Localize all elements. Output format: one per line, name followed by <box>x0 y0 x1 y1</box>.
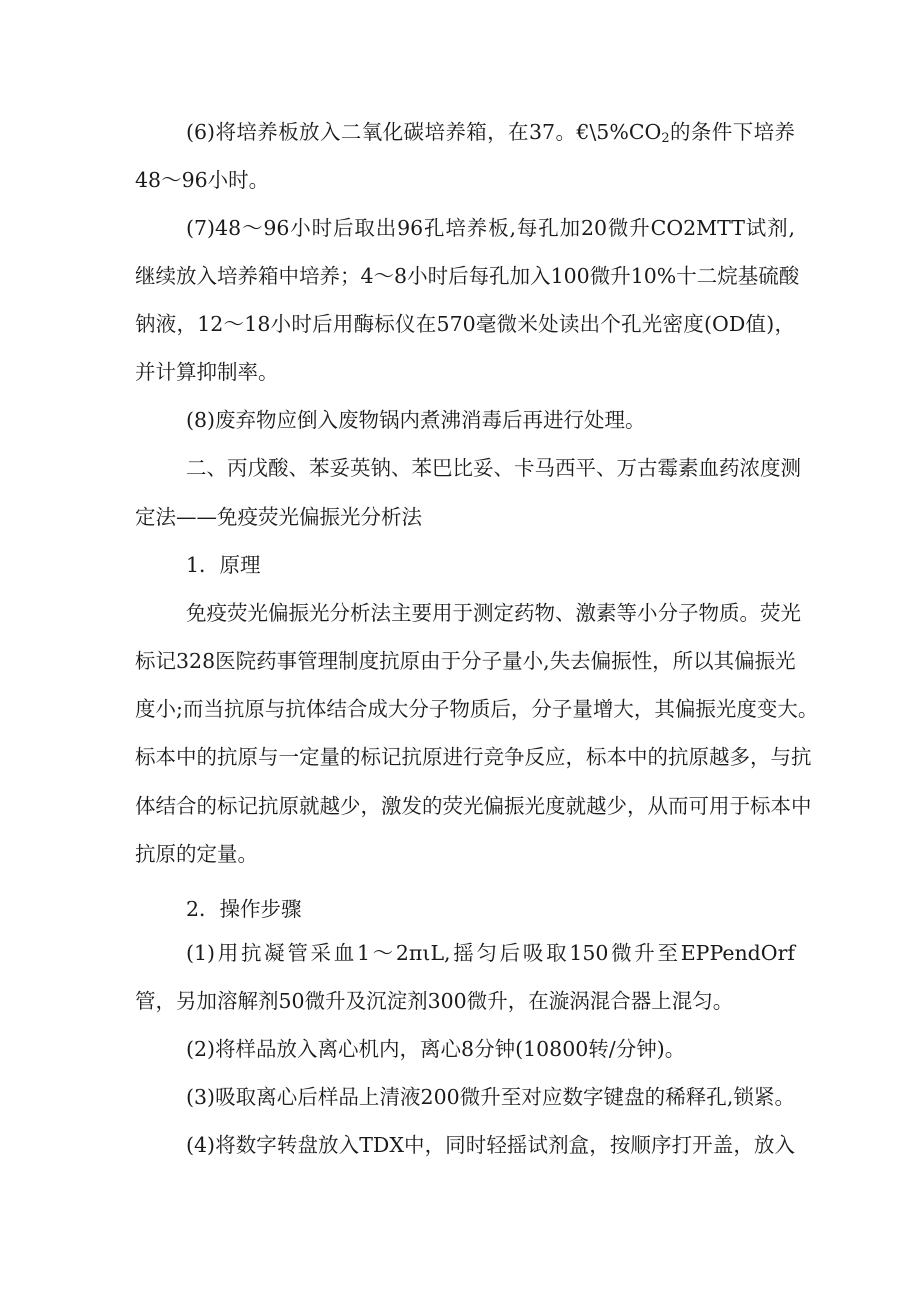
section-2-heading-line-2: 定法——免疫荧光偏振光分析法 <box>135 505 422 529</box>
paragraph-6-line-1: (6)将培养板放入二氧化碳培养箱，在37。$€\backslash 5\%CO_2$的条件下培养 <box>186 120 795 146</box>
step-1-line-1: (1)用抗凝管采血1～2πιL,摇匀后吸取150微升至EPPendOrf <box>186 941 795 965</box>
step-4: (4)将数字转盘放入TDX中，同时轻摇试剂盒，按顺序打开盖，放入 <box>186 1133 795 1157</box>
principle-heading: 1．原理 <box>186 553 261 577</box>
principle-line-3: 度小;而当抗原与抗体结合成大分子物质后，分子量增大，其偏振光度变大。 <box>135 697 819 721</box>
step-1-line-2: 管，另加溶解剂50微升及沉淀剂300微升，在漩涡混合器上混匀。 <box>135 989 734 1013</box>
paragraph-7-line-4: 并计算抑制率。 <box>135 360 279 384</box>
paragraph-7-line-3: 钠液，12～18小时后用酶标仪在570毫微米处读出个孔光密度(OD值)， <box>135 312 795 336</box>
paragraph-8-line-1: (8)废弃物应倒入废物锅内煮沸消毒后再进行处理。 <box>186 408 646 432</box>
paragraph-7-line-1: (7)48～96小时后取出96孔培养板,每孔加20微升CO2MTT试剂, <box>186 216 795 240</box>
principle-line-4: 标本中的抗原与一定量的标记抗原进行竞争反应，标本中的抗原越多，与抗 <box>135 745 812 769</box>
paragraph-6-line-2: 48～96小时。 <box>135 168 270 192</box>
step-3: (3)吸取离心后样品上清液200微升至对应数字键盘的稀释孔,锁紧。 <box>186 1085 795 1109</box>
section-2-heading-line-1: 二、丙戊酸、苯妥英钠、苯巴比妥、卡马西平、万古霉素血药浓度测 <box>186 456 801 480</box>
principle-line-5: 体结合的标记抗原就越少，激发的荧光偏振光度就越少，从而可用于标本中 <box>135 794 812 818</box>
steps-heading: 2．操作步骤 <box>186 897 302 921</box>
principle-line-6: 抗原的定量。 <box>135 842 258 866</box>
paragraph-7-line-2: 继续放入培养箱中培养；4～8小时后每孔加入100微升10%十二烷基硫酸 <box>135 264 800 288</box>
step-2: (2)将样品放入离心机内，离心8分钟(10800转/分钟)。 <box>186 1037 686 1061</box>
principle-line-2: 标记328医院药事管理制度抗原由于分子量小,失去偏振性，所以其偏振光 <box>135 649 796 673</box>
principle-line-1: 免疫荧光偏振光分析法主要用于测定药物、激素等小分子物质。荧光 <box>186 601 801 625</box>
